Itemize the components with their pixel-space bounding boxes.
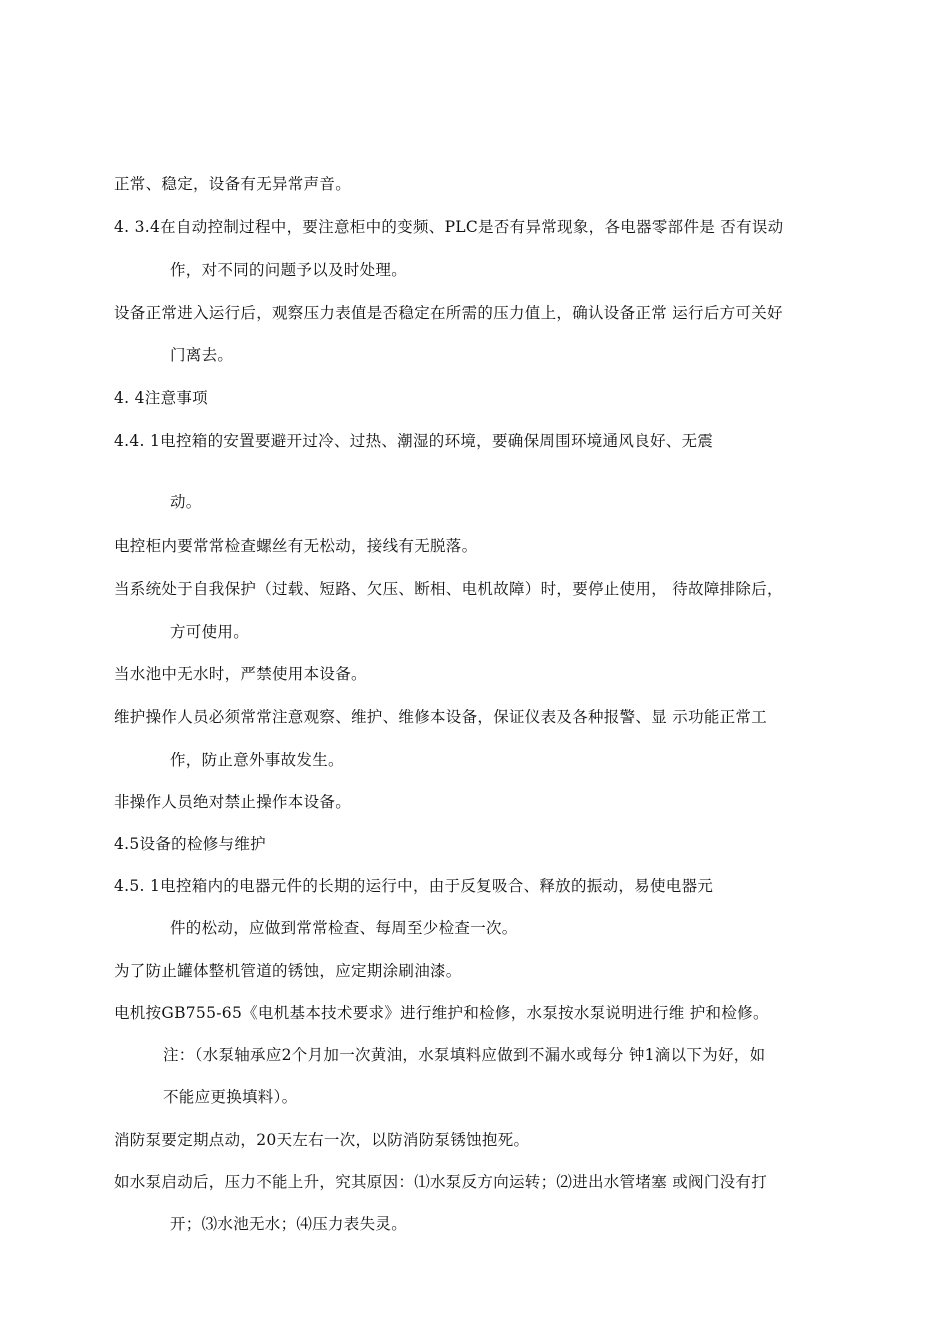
text-line: 正常、稳定，设备有无异常声音。	[114, 175, 352, 193]
text-line: 作，防止意外事故发生。	[170, 751, 344, 769]
text-line: 方可使用。	[170, 623, 250, 641]
text-line: 4.4. 1电控箱的安置要避开过冷、过热、潮湿的环境，要确保周围环境通风良好、无震	[114, 432, 714, 450]
text-line: 电机按GB755-65《电机基本技术要求》进行维护和检修，水泵按水泵说明进行维 护和检修。	[114, 1004, 769, 1022]
text-line: 动。	[170, 493, 202, 511]
section-heading: 4. 4注意事项	[114, 389, 208, 407]
note-line: 不能应更换填料）。	[163, 1088, 298, 1106]
text-line: 4. 3.4在自动控制过程中，要注意柜中的变频、PLC是否有异常现象，各电器零部件是 否有误动	[114, 218, 784, 236]
text-line: 当水池中无水时，严禁使用本设备。	[114, 665, 367, 683]
text-line: 件的松动，应做到常常检查、每周至少检查一次。	[170, 919, 518, 937]
text-line: 作，对不同的问题予以及时处理。	[170, 261, 408, 279]
text-line: 维护操作人员必须常常注意观察、维护、维修本设备，保证仪表及各种报警、显 示功能正常工	[114, 708, 768, 726]
text-line: 当系统处于自我保护（过载、短路、欠压、断相、电机故障）时，要停止使用， 待故障排除后，	[114, 580, 783, 598]
text-line: 门离去。	[170, 346, 234, 364]
section-heading: 4.5设备的检修与维护	[114, 835, 266, 853]
text-line: 为了防止罐体整机管道的锈蚀，应定期涂刷油漆。	[114, 962, 462, 980]
text-line: 4.5. 1电控箱内的电器元件的长期的运行中，由于反复吸合、释放的振动，易使电器元	[114, 877, 714, 895]
text-line: 开；⑶水池无水；⑷压力表失灵。	[170, 1215, 408, 1233]
text-line: 消防泵要定期点动，20天左右一次，以防消防泵锈蚀抱死。	[114, 1131, 530, 1149]
text-line: 非操作人员绝对禁止操作本设备。	[114, 793, 352, 811]
text-line: 如水泵启动后，压力不能上升，究其原因：⑴水泵反方向运转；⑵进出水管堵塞 或阀门没有打	[114, 1173, 768, 1191]
note-line: 注：（水泵轴承应2个月加一次黄油，水泵填料应做到不漏水或每分 钟1滴以下为好，如	[163, 1046, 766, 1064]
text-line: 设备正常进入运行后，观察压力表值是否稳定在所需的压力值上，确认设备正常 运行后方可关好	[114, 304, 783, 322]
text-line: 电控柜内要常常检查螺丝有无松动，接线有无脱落。	[114, 537, 478, 555]
